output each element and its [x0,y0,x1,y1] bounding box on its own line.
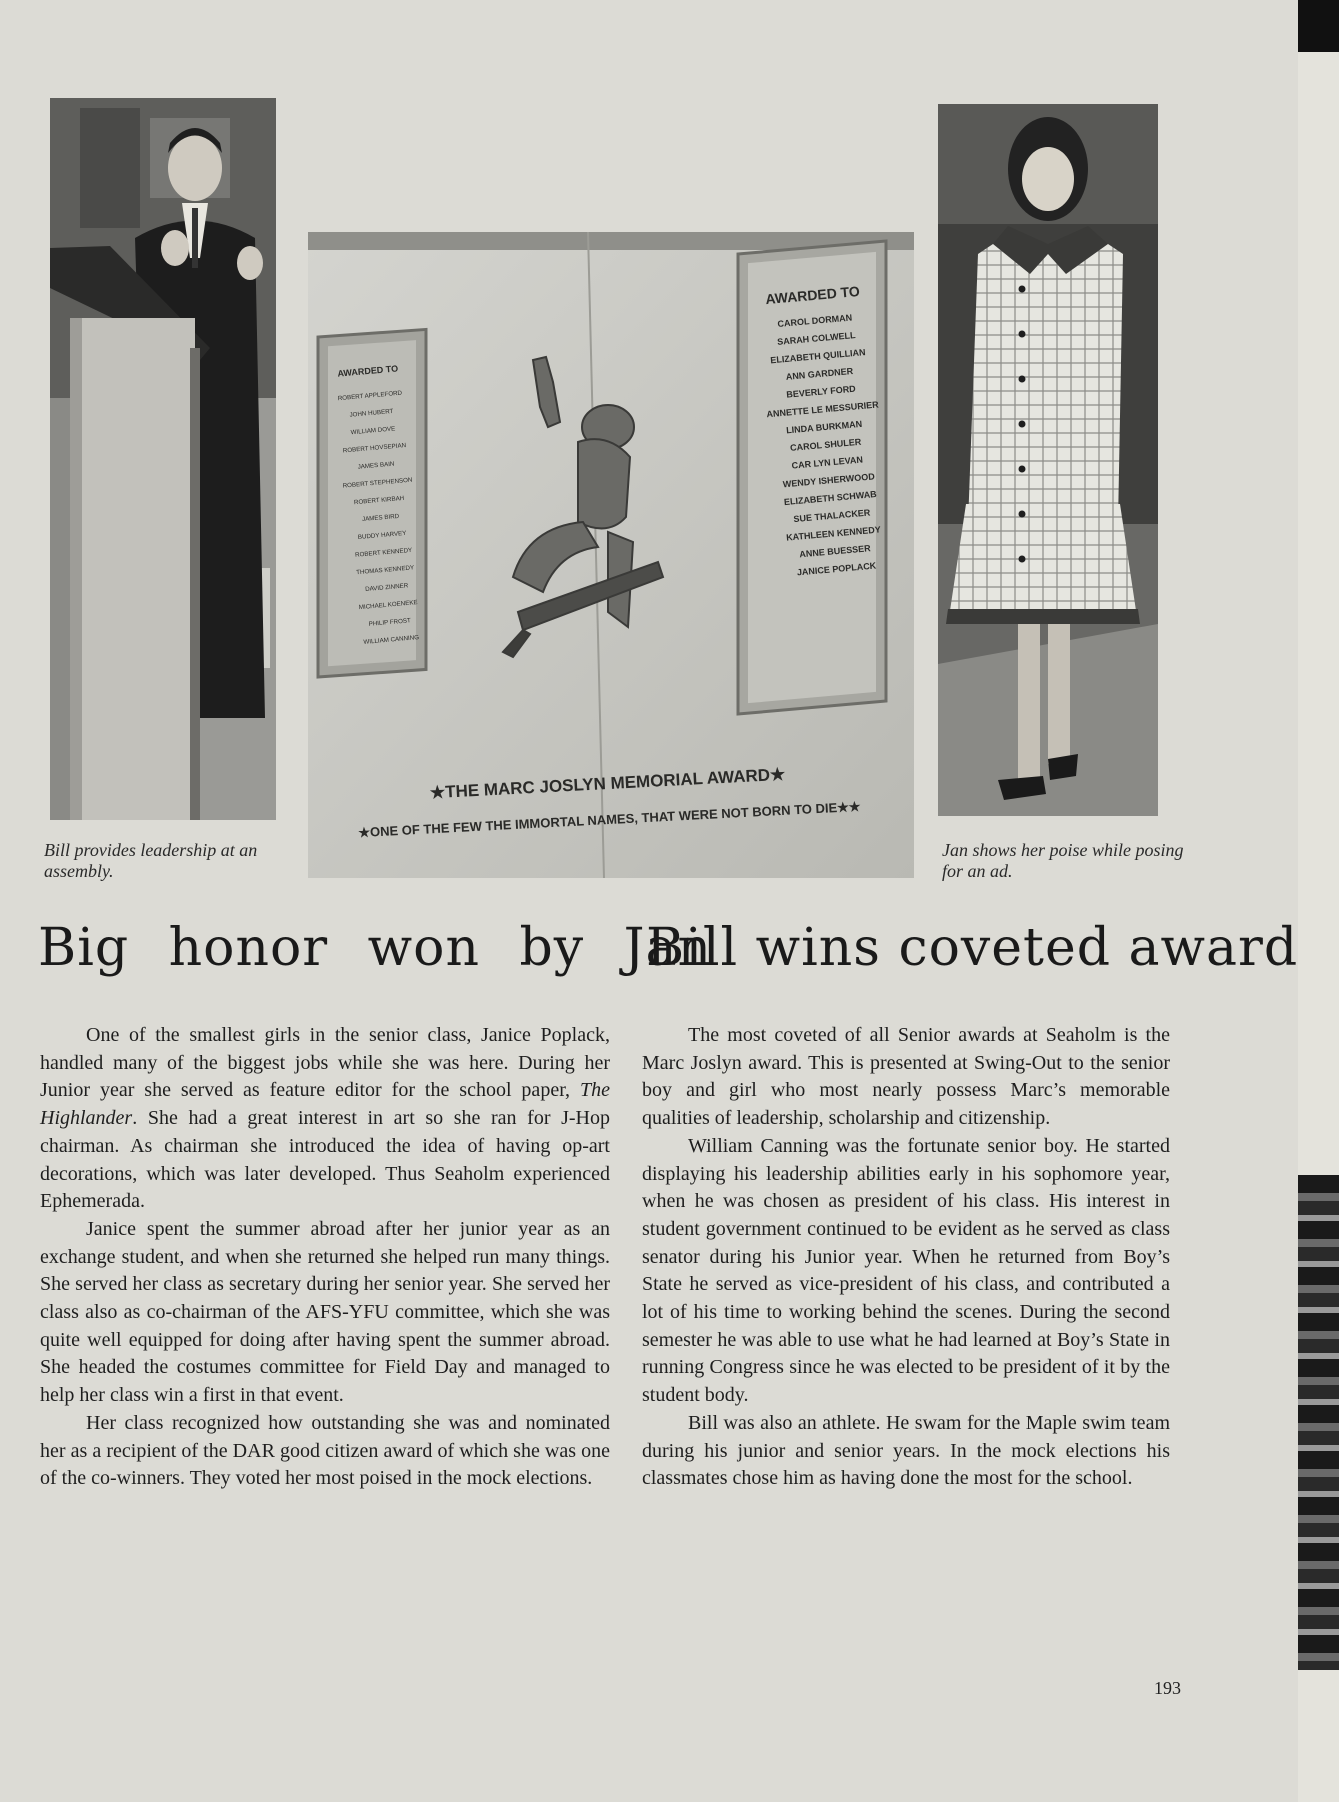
plaque-right-name: CAROL SHULER [789,436,862,453]
plaque-left-name: PHILIP FROST [368,617,412,628]
photo-memorial-plaque [308,232,914,878]
plaque-inscription-line1: ★THE MARC JOSLYN MEMORIAL AWARD★ [429,764,786,803]
adjacent-page-photo-strip [1298,1175,1339,1670]
plaque-right-name: KATHLEEN KENNEDY [785,524,882,543]
plaque-right-name: CAROL DORMAN [777,312,853,329]
article-jan-paragraph-1: One of the smallest girls in the senior class, Janice Poplack, handled many of the biggest jobs while she was here. During her Junior year she served as feature editor for the school paper, The Highlander. She had a great interest in art so she ran for J-Hop chairman. As chairman she introduced the idea of having op-art decorations, which was later developed. Thus Seaholm experienced Ephemerada. [40,1024,610,1213]
photo-left-caption: Bill provides leadership at an assembly. [44,840,258,881]
plaque-left-name: THOMAS KENNEDY [355,564,415,577]
photo-right-caption: Jan shows her poise while posing for an ad. [942,840,1184,881]
plaque-left-name: ROBERT KIRBAH [353,494,405,507]
plaque-right-name: WENDY ISHERWOOD [782,471,876,490]
plaque-left-heading: AWARDED TO [336,363,399,379]
plaque-right-name: CAR LYN LEVAN [791,454,864,471]
plaque-inscription-line2: ★ONE OF THE FEW THE IMMORTAL NAMES, THAT WERE NOT BORN TO DIE★★ [358,798,861,841]
plaque-left-name: JAMES BIRD [361,512,400,524]
article-jan-paragraph-2: Janice spent the summer abroad after her junior year as an exchange student, and when she returned she helped run many things. She served her class as secretary during her senior year. She served her class also as co-chairman of the AFS-YFU committee, which she was quite well equipped for doing after having spent the summer abroad. She headed the costumes committee for Field Day and managed to help her class win a first in that event. [40,1217,610,1407]
photo-jan-posing [938,104,1158,816]
plaque-left-name: ROBERT STEPHENSON [342,476,413,490]
plaque-left-name: ROBERT HOVSEPIAN [342,441,407,455]
page-number: 193 [1154,1678,1181,1698]
plaque-left-name: DAVID ZINNER [364,582,409,594]
plaque-right-name: JANICE POPLACK [796,560,877,578]
headline-bill: Bill wins coveted award [646,918,1299,978]
article-bill-paragraph-1: The most coveted of all Senior awards at Seaholm is the Marc Joslyn award. This is presented at Swing-Out to the senior boy and girl who most nearly possess Marc’s memorable qualities of leadership, scholarship and citizenship. [642,1024,1170,1130]
plaque-left-name: JOHN HUBERT [349,407,394,419]
plaque-right-name: ELIZABETH SCHWAB [783,489,878,508]
plaque-right-name: ANNETTE LE MESSURIER [766,399,880,420]
plaque-left-name: WILLIAM DOVE [350,425,396,437]
plaque-left-name: MICHAEL KOENEKE [358,599,418,612]
plaque-right-name: ANN GARDNER [785,365,854,382]
plaque-right-name: ANNE BUESSER [798,543,872,560]
article-jan-paragraph-3: Her class recognized how outstanding she was and nominated her as a recipient of the DAR good citizen award of which she was one of the co-winners. They voted her most poised in the mock elections. [40,1411,610,1490]
photo-bill-at-podium [50,98,276,820]
article-bill-paragraph-3: Bill was also an athlete. He swam for the Maple swim team during his junior and senior years. In the mock elections his classmates chose him as having done the most for the school. [642,1411,1170,1490]
plaque-right-name: BEVERLY FORD [785,383,857,400]
plaque-left-name: ROBERT APPLEFORD [337,389,403,403]
newspaper-name: The Highlander [40,1079,610,1130]
plaque-left-name: BUDDY HARVEY [357,529,407,541]
article-bill-paragraph-2: William Canning was the fortunate senior boy. He started displaying his leadership abilities early in his sophomore year, when he was chosen as president of his class. His interest in student government continued to be evident as he served as class senator during his Junior year. When he returned from Boy’s State he served as vice-president of his class, and contributed a lot of his time to working behind the scenes. During the second semester he was able to use what he had learned at Boy’s State in running Congress since he was elected to be president of it by the student body. [642,1134,1170,1407]
article-bill-body [642,1022,1170,1493]
article-jan-body [40,1022,610,1493]
plaque-right-name: LINDA BURKMAN [785,418,863,436]
plaque-right-name: SARAH COLWELL [776,330,856,347]
plaque-left-name: ROBERT KENNEDY [354,546,413,559]
plaque-left-name: WILLIAM CANNING [363,634,420,646]
headline-jan: Big honor won by Jan [38,918,713,978]
plaque-left-name: JAMES BAIN [357,460,395,471]
plaque-right-name: ELIZABETH QUILLIAN [769,347,866,366]
plaque-right-heading: AWARDED TO [764,282,861,308]
plaque-right-name: SUE THALACKER [793,507,871,525]
binding-shadow [1298,0,1339,52]
